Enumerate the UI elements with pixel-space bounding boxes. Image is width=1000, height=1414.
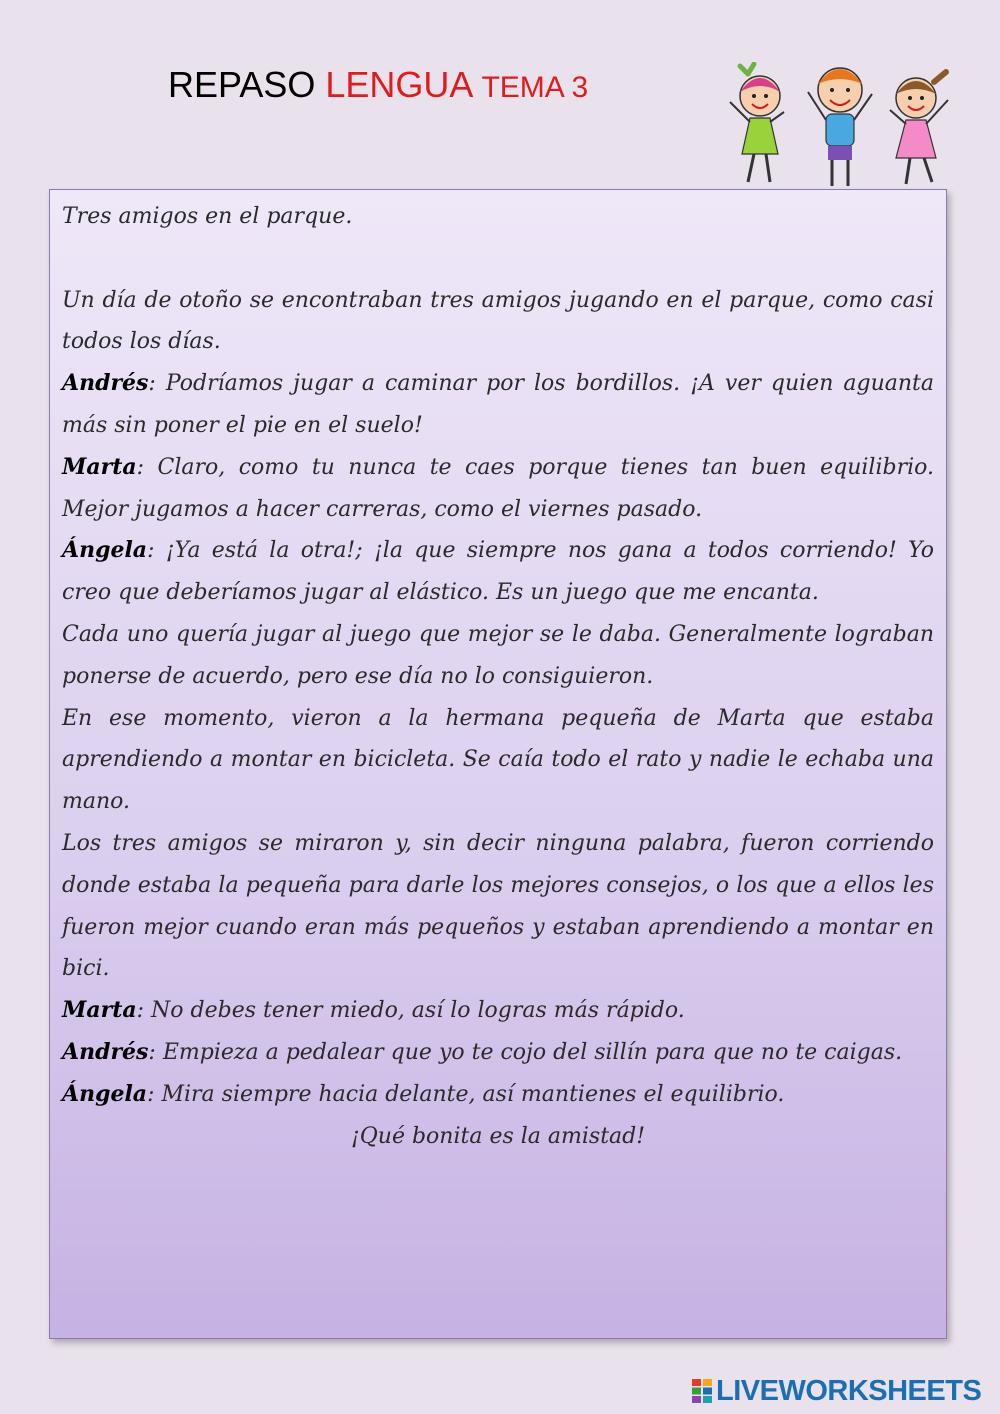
speaker-name: Marta bbox=[62, 453, 137, 480]
speaker-name: Ángela bbox=[62, 537, 148, 564]
story-paragraph-3 bbox=[62, 447, 934, 531]
paragraph-text: : Empieza a pedalear que yo te cojo del sillín para que no te caigas. bbox=[148, 1039, 903, 1065]
speaker-name: Ángela bbox=[62, 1080, 148, 1107]
speaker-name: Marta bbox=[62, 997, 137, 1024]
story-paragraph-8 bbox=[62, 990, 934, 1032]
liveworksheets-brand: LIVEWORKSHEETS bbox=[716, 1374, 982, 1407]
story-paragraph-4 bbox=[62, 530, 934, 614]
story-paragraph-5 bbox=[62, 614, 934, 698]
paragraph-text: Los tres amigos se miraron y, sin decir ninguna palabra, fueron corriendo donde estaba la pequeña para darle los mejores consejos, o los que a ellos les fueron mejor cuando eran más pequeños y estaban aprendiendo a montar en bici. bbox=[62, 830, 934, 982]
page-title bbox=[168, 64, 588, 106]
story-paragraph-7 bbox=[62, 823, 934, 990]
story-title: Tres amigos en el parque. bbox=[62, 204, 353, 229]
paragraph-text: : Mira siempre hacia delante, así mantienes el equilibrio. bbox=[147, 1081, 785, 1107]
story-closing: ¡Qué bonita es la amistad! bbox=[350, 1123, 646, 1149]
story-paragraph-2 bbox=[62, 363, 934, 447]
liveworksheets-badge-icon bbox=[692, 1379, 712, 1403]
paragraph-text: : Podríamos jugar a caminar por los bordillos. ¡A ver quien aguanta más sin poner el pie en el suelo! bbox=[62, 371, 934, 438]
paragraph-text: : ¡Ya está la otra!; ¡la que siempre nos gana a todos corriendo! Yo creo que deberíamos jugar al elástico. Es un juego que me encanta. bbox=[62, 538, 934, 606]
speaker-name: Andrés bbox=[62, 1038, 149, 1065]
story-text-box bbox=[49, 189, 947, 1339]
liveworksheets-logo[interactable] bbox=[692, 1375, 981, 1407]
kids-illustration bbox=[728, 62, 958, 192]
story-paragraph-6 bbox=[62, 698, 934, 823]
story-paragraph-1 bbox=[62, 280, 934, 364]
story-paragraph-10 bbox=[62, 1074, 934, 1116]
girl-pink-figure bbox=[890, 72, 948, 184]
paragraph-text: Cada uno quería jugar al juego que mejor se le daba. Generalmente lograban ponerse de acuerdo, pero ese día no lo consiguieron. bbox=[62, 621, 934, 689]
title-repaso: REPASO bbox=[168, 64, 326, 105]
story-paragraph-9 bbox=[62, 1032, 934, 1074]
title-tema: TEMA 3 bbox=[481, 71, 589, 104]
paragraph-text: Un día de otoño se encontraban tres amigos jugando en el parque, como casi todos los días. bbox=[62, 287, 934, 355]
boy-blue-figure bbox=[808, 68, 872, 186]
paragraph-text: : No debes tener miedo, así lo logras más rápido. bbox=[136, 998, 685, 1024]
girl-green-figure bbox=[730, 64, 784, 182]
speaker-name: Andrés bbox=[62, 370, 149, 397]
paragraph-text: En ese momento, vieron a la hermana pequeña de Marta que estaba aprendiendo a montar en bicicleta. Se caía todo el rato y nadie le echaba una mano. bbox=[62, 705, 934, 815]
paragraph-text: : Claro, como tu nunca te caes porque tienes tan buen equilibrio. Mejor jugamos a hacer carreras, como el viernes pasado. bbox=[62, 454, 934, 522]
title-lengua: LENGUA bbox=[325, 64, 482, 105]
